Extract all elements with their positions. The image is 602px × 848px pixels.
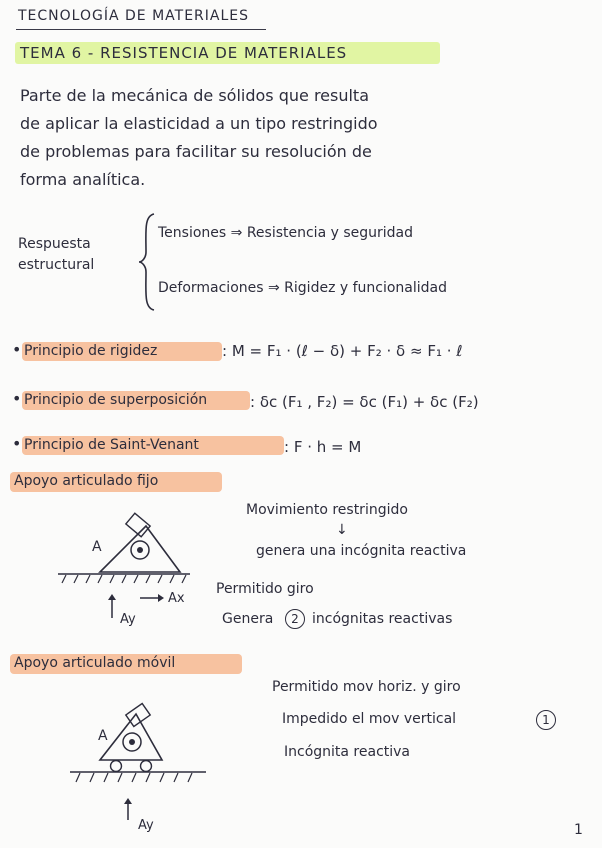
principio-rigidez-formula: : M = F₁ · (ℓ − δ) + F₂ · δ ≈ F₁ · ℓ	[222, 342, 463, 360]
apoyo-fijo-heading: Apoyo articulado fijo	[14, 473, 159, 489]
principio-rigidez-name: Principio de rigidez	[24, 343, 158, 359]
bullet-dot: •	[12, 434, 22, 453]
mobile-label-A: A	[98, 728, 108, 744]
apoyo-movil-heading: Apoyo articulado móvil	[14, 655, 176, 671]
apoyo-fijo-line1: Movimiento restringido	[246, 502, 408, 518]
fixed-label-Ay: Ay	[120, 612, 136, 627]
circled-number-1: 1	[536, 710, 556, 730]
respuesta-item-tensiones: Tensiones ⇒ Resistencia y seguridad	[158, 225, 414, 241]
apoyo-fijo-line3: Permitido giro	[216, 581, 314, 597]
respuesta-item-deformaciones: Deformaciones ⇒ Rigidez y funcionalidad	[158, 280, 448, 296]
apoyo-movil-line1: Permitido mov horiz. y giro	[272, 679, 461, 695]
page-title: TECNOLOGÍA DE MATERIALES	[18, 8, 249, 24]
principio-saint-venant-formula: : F · h = M	[284, 438, 362, 456]
apoyo-fijo-line2: genera una incógnita reactiva	[256, 543, 467, 559]
bullet-dot: •	[12, 389, 22, 408]
intro-line-2: de aplicar la elasticidad a un tipo restringido	[20, 114, 378, 133]
fixed-label-Ax: Ax	[168, 591, 185, 606]
page-number: 1	[574, 822, 583, 838]
principio-superposicion-name: Principio de superposición	[24, 392, 208, 408]
bullet-dot: •	[12, 340, 22, 359]
principio-superposicion-formula: : δc (F₁ , F₂) = δc (F₁) + δc (F₂)	[250, 393, 479, 411]
mobile-label-Ay: Ay	[138, 818, 154, 833]
apoyo-fijo-line4-post: incógnitas reactivas	[312, 611, 453, 627]
apoyo-fijo-arrow: ↓	[336, 522, 348, 538]
fixed-label-A: A	[92, 539, 102, 555]
page-subtitle: TEMA 6 - RESISTENCIA DE MATERIALES	[20, 44, 348, 62]
respuesta-label-line2: estructural	[18, 257, 95, 273]
intro-line-1: Parte de la mecánica de sólidos que resulta	[20, 86, 370, 105]
curly-brace	[138, 212, 158, 312]
principio-saint-venant-name: Principio de Saint-Venant	[24, 437, 199, 453]
apoyo-movil-line2: Impedido el mov vertical	[282, 711, 457, 727]
intro-line-4: forma analítica.	[20, 170, 146, 189]
title-underline	[16, 29, 266, 30]
apoyo-movil-line3: Incógnita reactiva	[284, 744, 411, 760]
respuesta-label-line1: Respuesta	[18, 236, 91, 252]
apoyo-fijo-line4-pre: Genera	[222, 611, 274, 627]
intro-line-3: de problemas para facilitar su resolución de	[20, 142, 372, 161]
circled-number-2: 2	[285, 609, 305, 629]
